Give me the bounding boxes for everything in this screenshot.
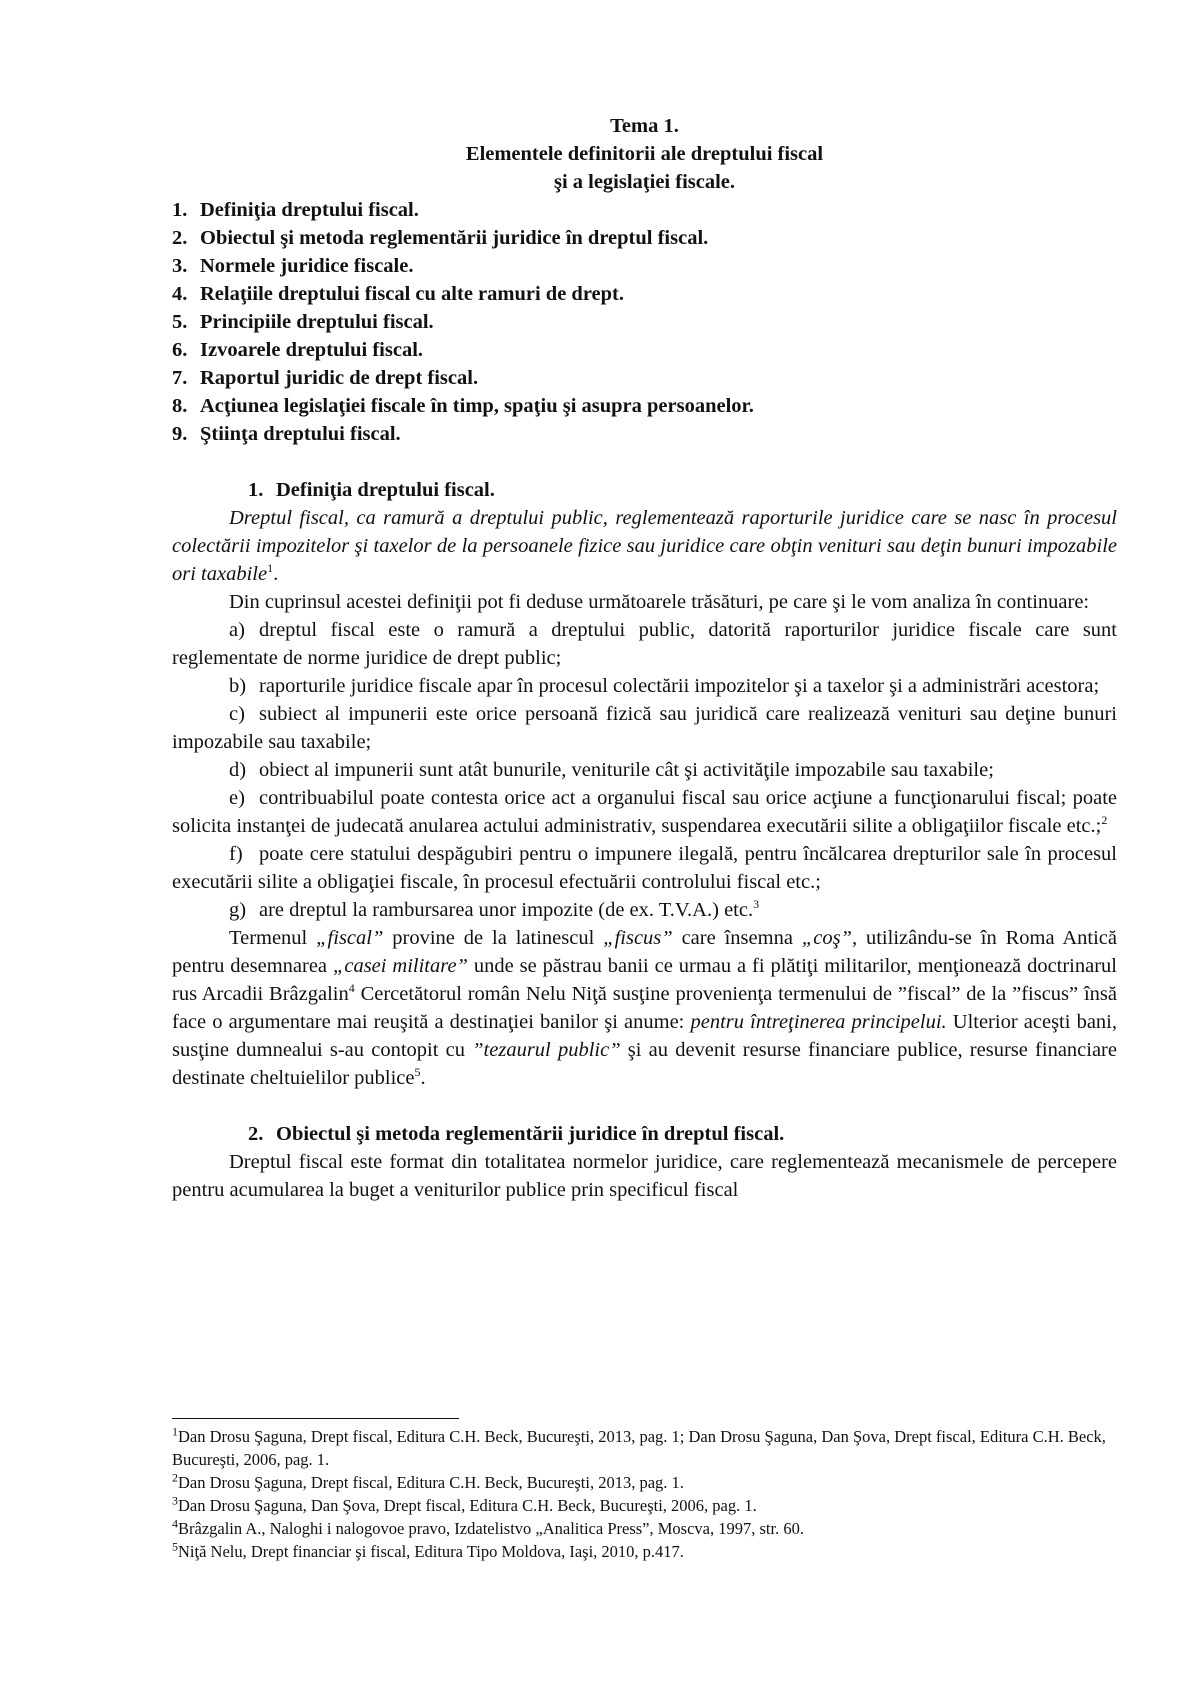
title-line-2: Elementele definitorii ale dreptului fiscal <box>465 143 824 165</box>
footnote-number: 3 <box>172 1493 178 1508</box>
toc-item <box>172 308 1117 336</box>
list-item <box>172 840 1117 896</box>
toc-item-text: Principiile dreptului fiscal. <box>200 311 434 333</box>
footnote-list <box>172 1425 1117 1563</box>
section-2-paragraph: Dreptul fiscal este format din totalitatea normelor juridice, care reglementează mecanismele de percepere pentru acumularea la buget a veniturilor publice prin specificul fiscal <box>172 1151 1117 1201</box>
footnote-ref: 5 <box>414 1065 421 1080</box>
list-item-text: raporturile juridice fiscale apar în procesul colectării impozitelor şi a taxelor şi a administrări acestora; <box>259 675 1100 697</box>
list-item-label: g) <box>229 899 247 921</box>
intro-paragraph: Din cuprinsul acestei definiţii pot fi deduse următoarele trăsături, pe care şi le vom analiza în continuare: <box>229 591 1090 613</box>
list-item-text: poate cere statului despăgubiri pentru o impunere ilegală, pentru încălcarea drepturilor sale în procesul executării silite a obligaţiei fiscale, în procesul efectuării controlului fiscal etc.; <box>172 843 1117 893</box>
footnote-ref: 2 <box>1101 813 1108 828</box>
toc-item <box>172 336 1117 364</box>
footnote-text: Dan Drosu Şaguna, Dan Şova, Drept fiscal, Editura C.H. Beck, Bucureşti, 2006, pag. 1. <box>178 1496 757 1515</box>
toc-item <box>172 196 1117 224</box>
emphasis: ”tezaurul public” <box>472 1039 621 1061</box>
toc-item-number: 3. <box>172 255 188 277</box>
toc-item-number: 7. <box>172 367 188 389</box>
text-run: şi au devenit resurse financiare publice, resurse financiare destinate cheltuielilor publice <box>172 1039 1117 1089</box>
footnote-text: Dan Drosu Şaguna, Drept fiscal, Editura C.H. Beck, Bucureşti, 2013, pag. 1; Dan Drosu Şaguna, Dan Şova, Drept fiscal, Editura C.H. Beck, Bucureşti, 2006, pag. 1. <box>172 1427 1106 1469</box>
emphasis: „fiscal” <box>316 927 384 949</box>
list-item <box>172 896 1117 924</box>
toc-item-text: Normele juridice fiscale. <box>200 255 414 277</box>
toc-item <box>172 392 1117 420</box>
footnote <box>172 1517 1117 1540</box>
section-title: Obiectul şi metoda reglementării juridice în dreptul fiscal. <box>276 1123 785 1145</box>
toc-item <box>172 224 1117 252</box>
list-item-label: c) <box>229 703 245 725</box>
section-number: 2. <box>248 1123 264 1145</box>
section-1-heading <box>172 476 1117 504</box>
list-item-label: f) <box>229 843 243 865</box>
text-run: Termenul <box>229 927 317 949</box>
text-run: Ulterior aceşti bani, susţine dumnealui s-au contopit cu <box>172 1011 1117 1061</box>
emphasis: pentru întreţinerea principelui. <box>690 1011 947 1033</box>
list-item-label: b) <box>229 675 247 697</box>
footnote <box>172 1494 1117 1517</box>
document-title <box>172 112 1117 196</box>
toc-item-number: 5. <box>172 311 188 333</box>
list-item-text: are dreptul la rambursarea unor impozite (de ex. T.V.A.) etc. <box>259 899 754 921</box>
toc-item-text: Obiectul şi metoda reglementării juridice în dreptul fiscal. <box>200 227 709 249</box>
list-item <box>172 756 1117 784</box>
text-run: care însemna <box>672 927 802 949</box>
toc-item-number: 4. <box>172 283 188 305</box>
definition-paragraph: Dreptul fiscal, ca ramură a dreptului public, reglementează raporturile juridice care se nasc în procesul colectării impozitelor şi taxelor de la persoanele fizice sau juridice care obţin venituri sau deţin bunuri impozabile ori taxabile$^1$. <box>172 507 1117 585</box>
list-item-text: obiect al impunerii sunt atât bunurile, veniturile cât şi activităţile impozabile sau taxabile; <box>259 759 994 781</box>
footnotes <box>172 1418 1117 1563</box>
emphasis: „coş”, <box>801 927 858 949</box>
list-item <box>172 700 1117 756</box>
footnote <box>172 1540 1117 1563</box>
emphasis: „fiscus” <box>603 927 673 949</box>
toc-item-number: 2. <box>172 227 188 249</box>
document-body <box>172 112 1117 1204</box>
section-title: Definiţia dreptului fiscal. <box>276 479 495 501</box>
footnote-number: 2 <box>172 1470 178 1485</box>
title-line-1: Tema 1. <box>610 115 679 137</box>
toc-item-text: Ştiinţa dreptului fiscal. <box>200 423 401 445</box>
text-run: provine de la latinescul <box>383 927 604 949</box>
section-2-heading <box>172 1120 1117 1148</box>
emphasis: „casei militare” <box>332 955 468 977</box>
footnote-ref: 3 <box>753 897 760 912</box>
text-run: . <box>420 1067 426 1089</box>
text-run: Cercetătorul român Nelu Niţă susţine provenienţa termenului de ”fiscal” de la ”fiscus” însă face o argumentare mai reuşită a destinaţiei banilor şi anume: <box>172 983 1117 1033</box>
footnote <box>172 1471 1117 1494</box>
footnote-text: Dan Drosu Şaguna, Drept fiscal, Editura C.H. Beck, Bucureşti, 2013, pag. 1. <box>178 1473 684 1492</box>
list-item <box>172 672 1117 700</box>
section-number: 1. <box>248 479 264 501</box>
footnote-separator <box>172 1418 459 1419</box>
etymology-paragraph <box>172 924 1117 1092</box>
toc-item <box>172 420 1117 448</box>
toc-item-number: 9. <box>172 423 188 445</box>
footnote-ref: 1 <box>267 561 274 576</box>
footnote-text: Brâzgalin A., Naloghi i nalogovoe pravo, Izdatelistvo „Analitica Press”, Moscva, 1997, str. 60. <box>178 1519 804 1538</box>
text-run: utilizându-se în Roma Antică pentru desemnarea <box>172 927 1117 977</box>
definition-text: Dreptul fiscal, ca ramură a dreptului public, reglementează raporturile juridice care se nasc în procesul colectării impozitelor şi taxelor de la persoanele fizice sau juridice care obţin venituri sau deţin bunuri impozabile ori taxabile <box>172 507 1117 585</box>
toc-item <box>172 364 1117 392</box>
footnote-number: 5 <box>172 1539 178 1554</box>
footnote-ref: 4 <box>348 981 355 996</box>
toc-item-text: Acţiunea legislaţiei fiscale în timp, spaţiu şi asupra persoanelor. <box>200 395 754 417</box>
list-item-label: e) <box>229 787 245 809</box>
list-item <box>172 616 1117 672</box>
footnote-number: 4 <box>172 1516 178 1531</box>
toc-item <box>172 280 1117 308</box>
toc-item-text: Izvoarele dreptului fiscal. <box>200 339 424 361</box>
toc-item-text: Definiţia dreptului fiscal. <box>200 199 419 221</box>
list-item <box>172 784 1117 840</box>
toc-item-text: Relaţiile dreptului fiscal cu alte ramuri de drept. <box>200 283 625 305</box>
toc-item <box>172 252 1117 280</box>
toc-item-number: 6. <box>172 339 188 361</box>
list-item-text: dreptul fiscal este o ramură a dreptului public, datorită raporturilor juridice fiscale care sunt reglementate de norme juridice de drept public; <box>172 619 1117 669</box>
table-of-contents <box>172 196 1117 448</box>
title-line-3: şi a legislaţiei fiscale. <box>553 171 736 193</box>
footnote-text: Niţă Nelu, Drept financiar şi fiscal, Editura Tipo Moldova, Iaşi, 2010, p.417. <box>178 1542 684 1561</box>
footnote <box>172 1425 1117 1471</box>
text-run: unde se păstrau banii ce urmau a fi plătiţi militarilor, menţionează doctrinarul rus Arcadii Brâzgalin <box>172 955 1118 1005</box>
list-item-text: contribuabilul poate contesta orice act a organului fiscal sau orice acţiune a funcţionarului fiscal; poate solicita instanţei de judecată anularea actului administrativ, suspendarea executării silite a obligaţiilor fiscale etc.; <box>172 787 1117 837</box>
toc-item-number: 1. <box>172 199 188 221</box>
toc-item-number: 8. <box>172 395 188 417</box>
list-item-text: subiect al impunerii este orice persoană fizică sau juridică care realizează venituri sau deţine bunuri impozabile sau taxabile; <box>172 703 1117 753</box>
list-item-label: a) <box>229 619 245 641</box>
footnote-number: 1 <box>172 1424 178 1439</box>
toc-item-text: Raportul juridic de drept fiscal. <box>200 367 479 389</box>
list-item-label: d) <box>229 759 247 781</box>
